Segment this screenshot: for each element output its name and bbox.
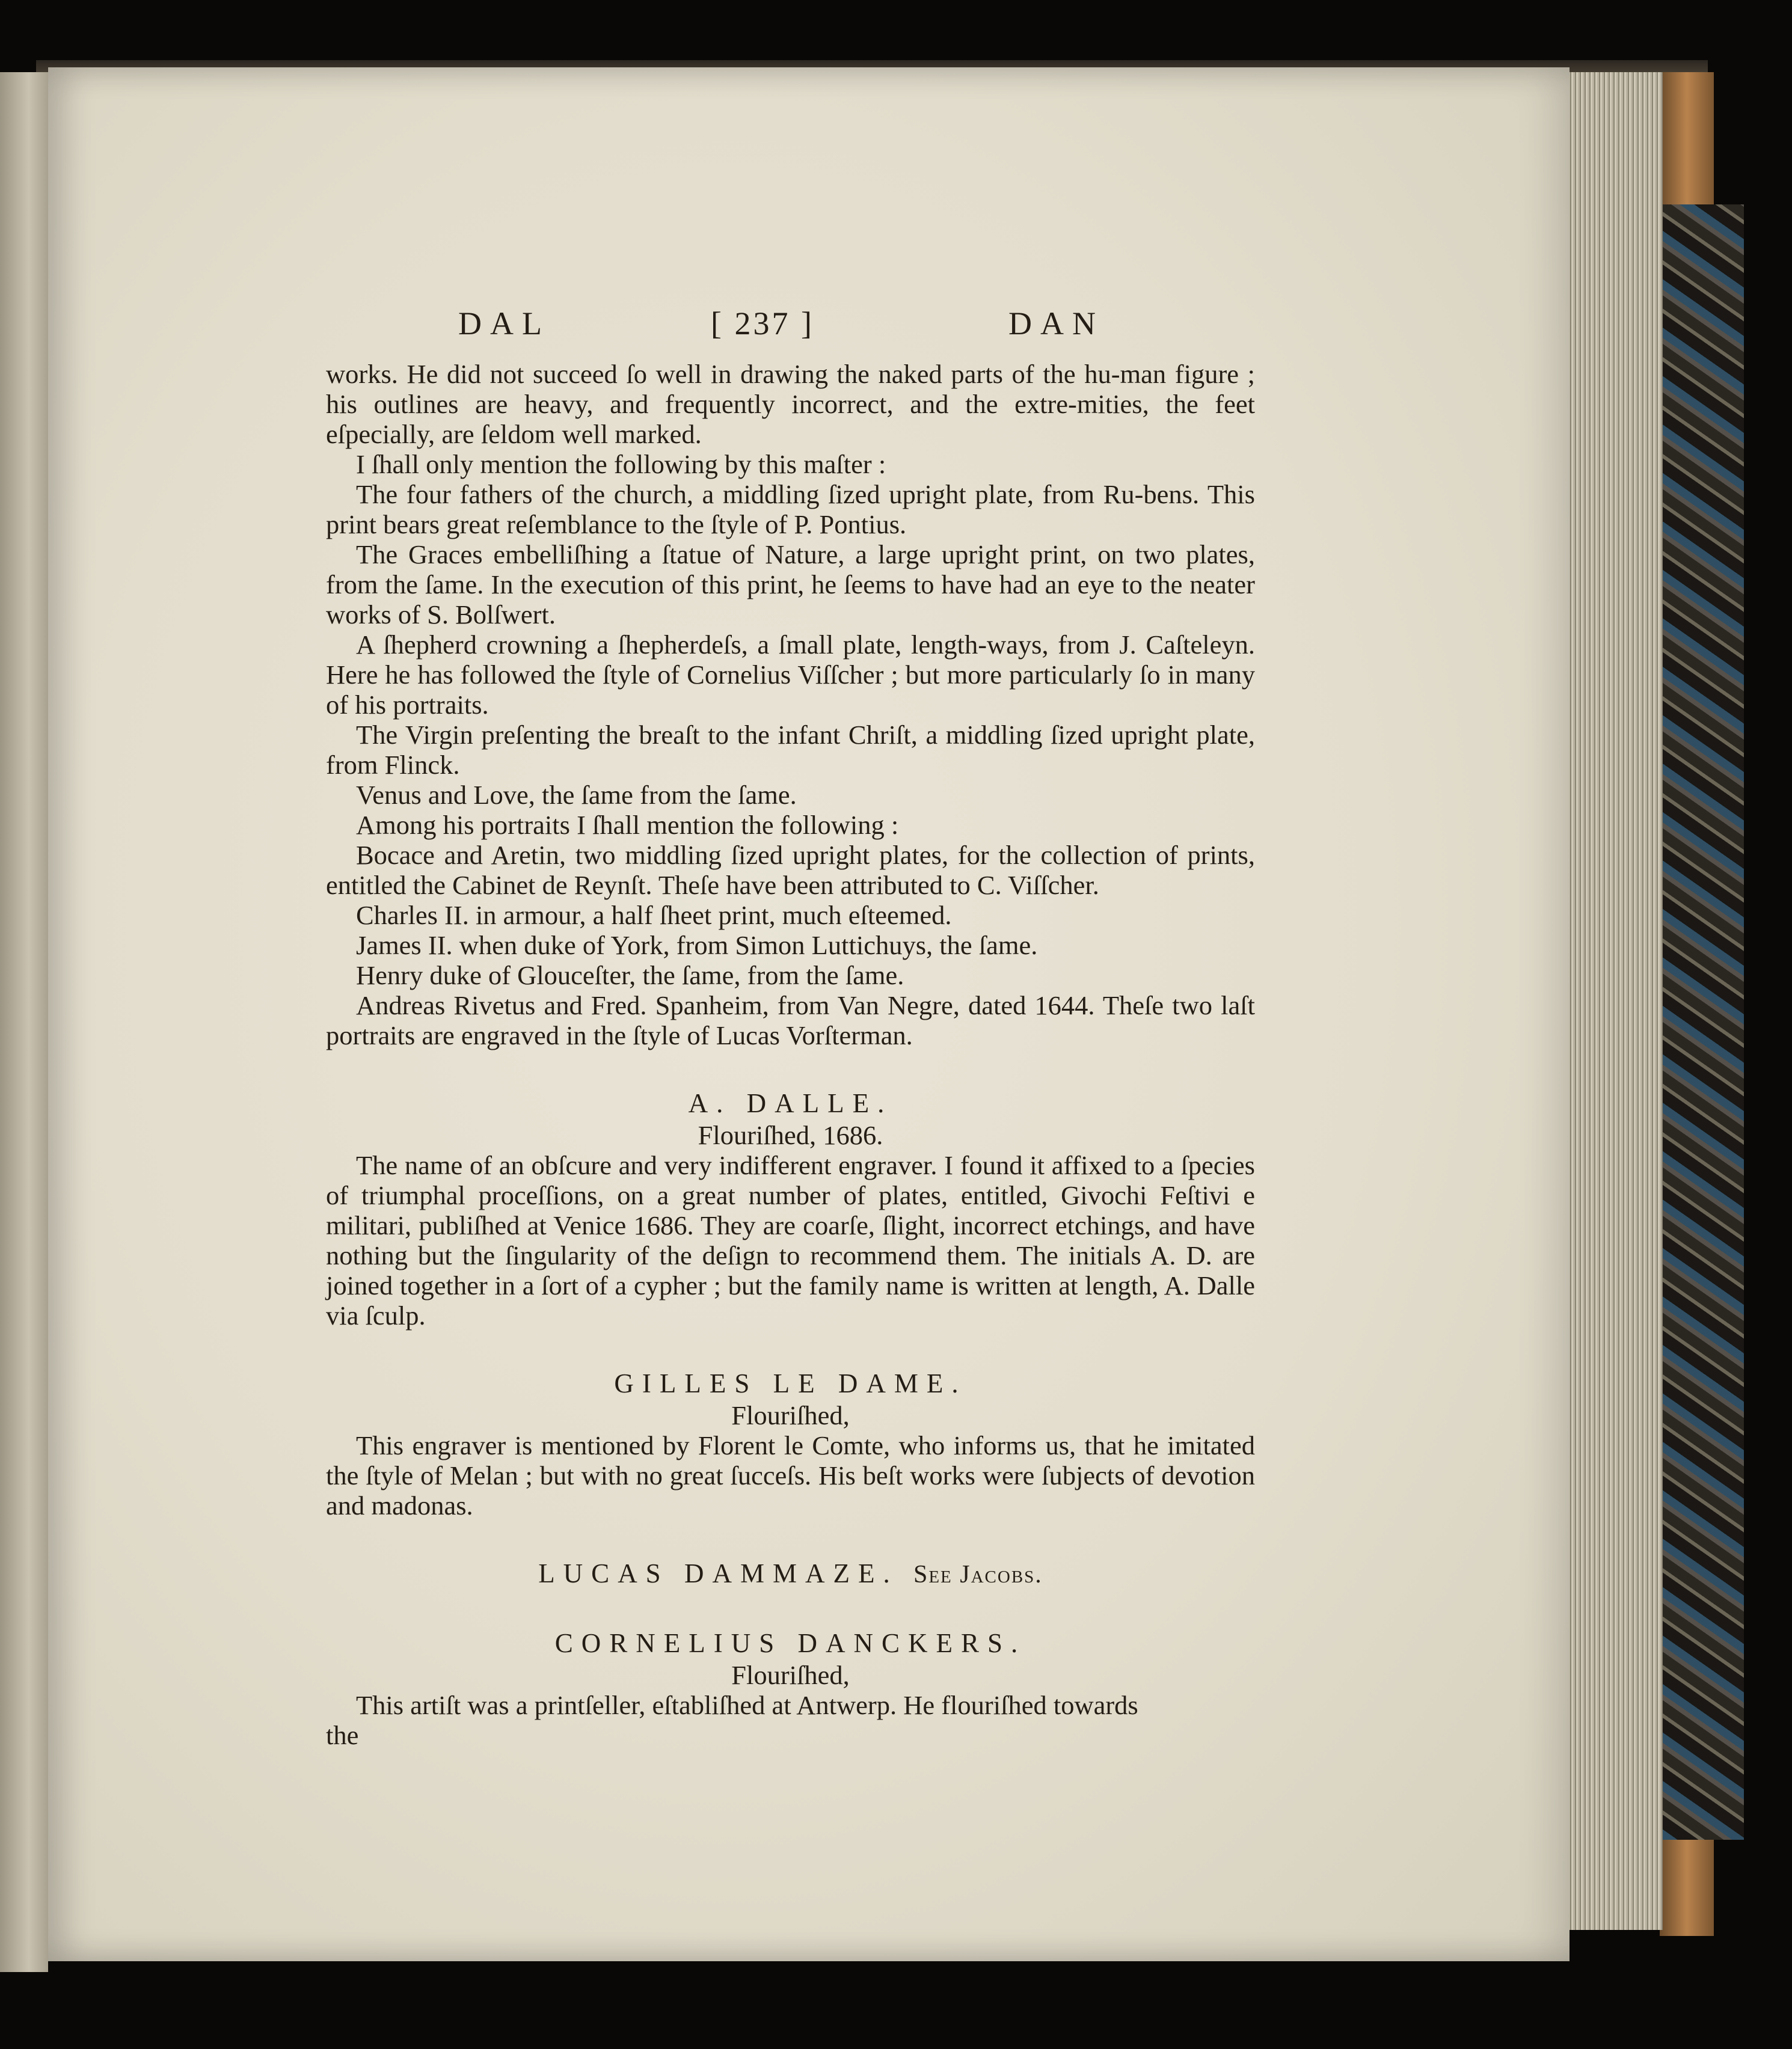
page-number: [ 237 ] <box>711 305 814 341</box>
paragraph-8: Among his portraits I ſhall mention the following : <box>356 810 899 840</box>
paragraph-4: The Graces embelliſhing a ſtatue of Nature, a large upright print, on two plates, from the ſame. In the execution of this print, he ſeems to have had an eye to the neater works of S. Bolſwert. <box>326 539 1255 629</box>
catchword: the <box>326 1720 359 1750</box>
flourished-danckers: Flouriſhed, <box>731 1660 850 1690</box>
section-heading-danckers: CORNELIUS DANCKERS. <box>554 1628 1026 1658</box>
facing-page-edge <box>0 72 48 1972</box>
section-text-le-dame: This engraver is mentioned by Florent le Comte, who informs us, that he imitated the ſtyle of Melan ; but with no great ſucceſs. His beſt works were ſubjects of devotion and madonas. <box>326 1430 1255 1521</box>
paragraph-2: I ſhall only mention the following by this maſter : <box>356 449 886 479</box>
paragraph-1: works. He did not succeed ſo well in drawing the naked parts of the hu-man figure ; his outlines are heavy, and frequently incorrect, and the extre-mities, the feet eſpecially, are ſeldom well marked. <box>326 359 1255 449</box>
section-heading-dalle: A. DALLE. <box>688 1088 893 1118</box>
flourished-dalle: Flouriſhed, 1686. <box>698 1120 883 1150</box>
text-block <box>326 305 1255 1750</box>
paragraph-10: Charles II. in armour, a half ſheet print, much eſteemed. <box>356 900 952 930</box>
running-head-right: DAN <box>1008 305 1104 341</box>
paragraph-3: The four fathers of the church, a middling ſized upright plate, from Ru-bens. This print bears great reſemblance to the ſtyle of P. Pontius. <box>326 479 1255 539</box>
section-heading-le-dame: GILLES LE DAME. <box>614 1368 967 1398</box>
see-reference: See Jacobs. <box>913 1561 1043 1588</box>
paragraph-13: Andreas Rivetus and Fred. Spanheim, from Van Negre, dated 1644. Theſe two laſt portraits are engraved in the ſtyle of Lucas Vorſterman. <box>326 990 1255 1050</box>
section-text-dalle: The name of an obſcure and very indifferent engraver. I found it affixed to a ſpecies of triumphal proceſſions, on a great number of plates, entitled, Givochi Feſtivi e militari, publiſhed at Venice 1686. They are coarſe, ſlight, incorrect etchings, and have nothing but the ſingularity of the deſign to recommend them. The initials A. D. are joined together in a ſort of a cypher ; but the family name is written at length, A. Dalle via ſculp. <box>326 1150 1255 1331</box>
paragraph-6: The Virgin preſenting the breaſt to the infant Chriſt, a middling ſized upright plate, from Flinck. <box>326 720 1255 780</box>
flourished-le-dame: Flouriſhed, <box>731 1400 850 1430</box>
section-heading-dammaze <box>326 1558 1255 1590</box>
page-block-edges <box>1563 72 1663 1930</box>
paragraph-5: A ſhepherd crowning a ſhepherdeſs, a ſmall plate, length-ways, from J. Caſteleyn. Here he has followed the ſtyle of Cornelius Viſſcher ; but more particularly ſo in many of his portraits. <box>326 629 1255 720</box>
paragraph-11: James II. when duke of York, from Simon Luttichuys, the ſame. <box>356 930 1038 960</box>
page <box>48 67 1570 1961</box>
dammaze-name: LUCAS DAMMAZE. <box>538 1558 898 1588</box>
paragraph-12: Henry duke of Glouceſter, the ſame, from the ſame. <box>356 960 904 990</box>
section-text-danckers: This artiſt was a printſeller, eſtabliſhed at Antwerp. He flouriſhed towards <box>356 1690 1138 1720</box>
paragraph-7: Venus and Love, the ſame from the ſame. <box>356 780 797 810</box>
running-head <box>326 305 1255 359</box>
paragraph-9: Bocace and Aretin, two middling ſized upright plates, for the collection of prints, entitled the Cabinet de Reynſt. Theſe have been attributed to C. Viſſcher. <box>326 840 1255 900</box>
running-head-left: DAL <box>458 305 550 341</box>
